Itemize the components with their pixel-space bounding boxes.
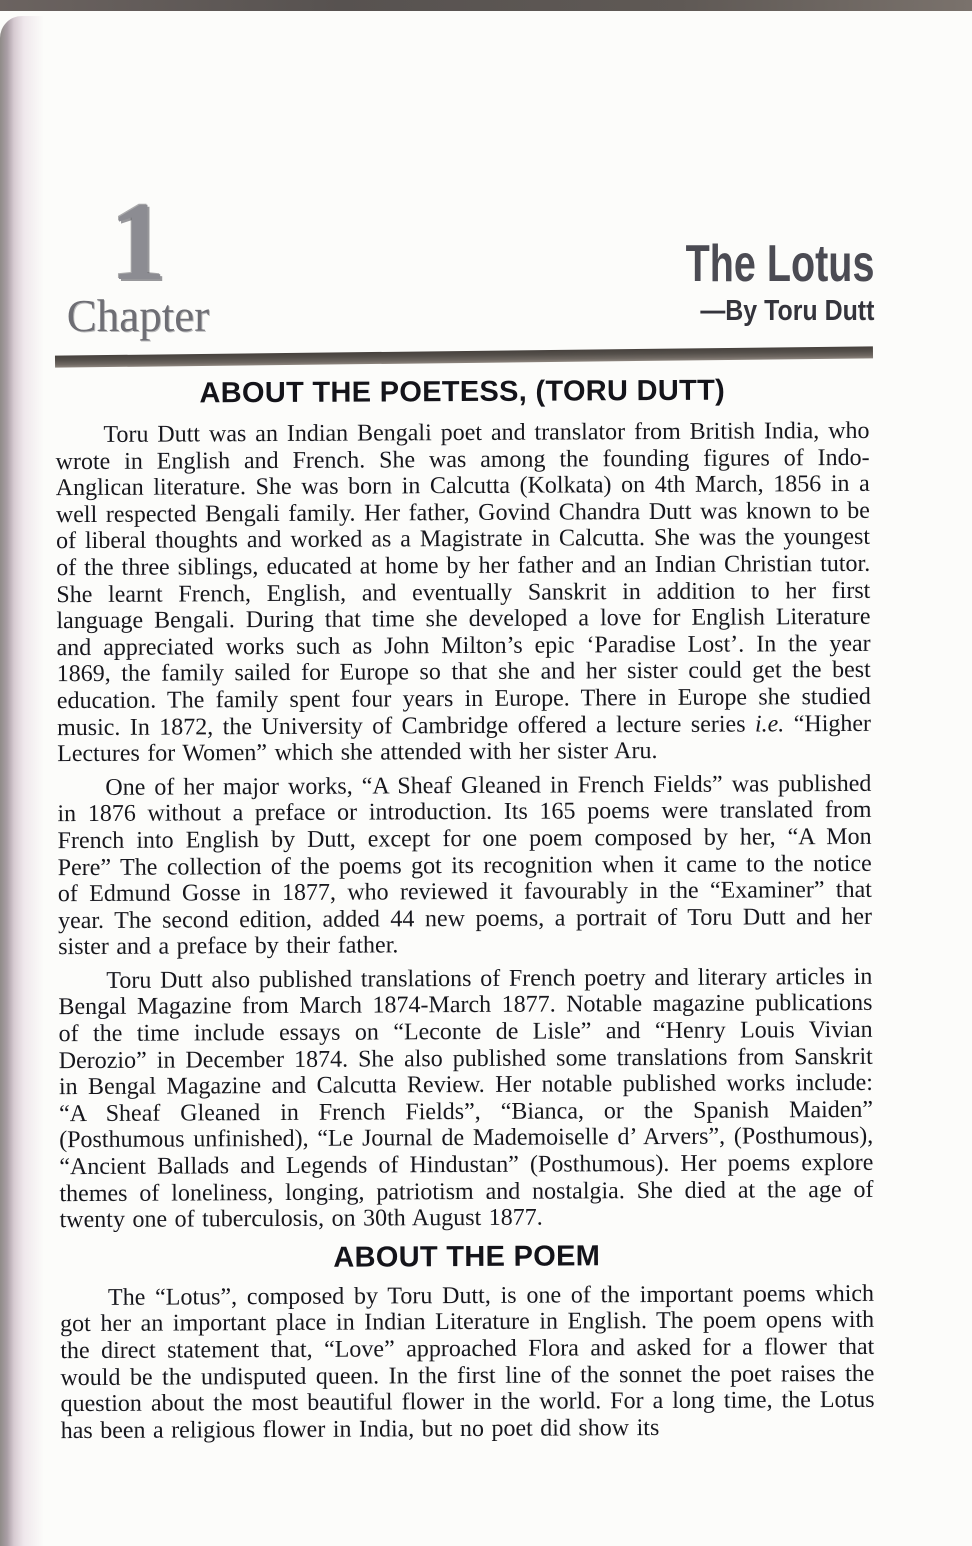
paragraph-poetess-1-text: Toru Dutt was an Indian Bengali poet and translator from British India, who wrote in English and French. She was among the founding figures of Indo-Anglican literature. She was born in Calcutta (Kolkata) on 4th March, 1856 in a well respected Bengali family. Her father, Govind Chandra Dutt was known to be of liberal thoughts and worked as a Magistrate in Calcutta. She was the youngest of the three siblings, educated at home by her father and an Indian Christian tutor. She learnt French, English, and eventually Sanskrit in addition to her first language Bengali. During that time she developed a love for English Literature and appreciated works such as John Milton’s epic ‘Paradise Lost’. In the year 1869, the family sailed for Europe so that she and her sister could get the best education. The family spent four years in Europe. There in Europe she studied music. In 1872, the University of Cambridge offered a lecture series [55, 417, 871, 741]
section-heading-about-poetess: ABOUT THE POETESS, (TORU DUTT) [199, 374, 726, 410]
page-body [55, 374, 875, 1452]
paragraph-poem-1: The “Lotus”, composed by Toru Dutt, is one of the important poems which got her an important place in Indian Literature in English. The poem opens with the direct statement that, “Love” approached Flora and asked for a flower that would be the undisputed queen. In the first line of the sonnet the poet raises the question about the most beautiful flower in the world. For a long time, the Lotus has been a religious flower in India, but no poet did show its [60, 1280, 875, 1444]
section-heading-about-poem: ABOUT THE POEM [333, 1240, 601, 1274]
scan-spine-shadow [0, 16, 44, 1546]
page-title: The Lotus [685, 235, 874, 293]
paragraph-poetess-2: One of her major works, “A Sheaf Gleaned in French Fields” was published in 1876 without a preface or introduction. Its 165 poems were translated from French into English by Dutt, except for one poem composed by her, “A Mon Pere” The collection of the poems got its recognition when it came to the notice of Edmund Gosse in 1877, who reviewed it favourably in the “Examiner” that year. The second edition, added 44 new poems, a portrait of Toru Dutt and her sister and a preface by their father. [57, 770, 873, 961]
paragraph-poetess-1 [55, 418, 871, 768]
scan-top-edge-band [0, 0, 972, 11]
title-block [626, 235, 874, 327]
paragraph-poetess-3: Toru Dutt also published translations of French poetry and literary articles in Bengal Magazine from March 1874-March 1877. Notable magazine publications of the time include essays on “Leconte de Lisle” and “Henry Louis Vivian Derozio” in December 1874. She also published some translations from Sanskrit in Bengal Magazine and Calcutta Review. Her notable published works include: “A Sheaf Gleaned in French Fields”, “Bianca, or the Spanish Maiden” (Posthumous unfinished), “Le Journal de Mademoiselle d’ Arvers”, (Posthumous), “Ancient Ballads and Legends of Hindustan” (Posthumous). Her poems explore themes of loneliness, longing, patriotism and nostalgia. She died at the age of twenty one of tuberculosis, on 30th August 1877. [58, 963, 874, 1234]
chapter-block [58, 180, 218, 341]
paragraph-poetess-1-text-end: “Higher Lectures for Women” which she attended with her sister Aru. [57, 710, 872, 768]
header-divider [55, 346, 873, 367]
byline: —By Toru Dutt [699, 295, 874, 327]
chapter-label: Chapter [66, 291, 210, 341]
chapter-number: 1 [110, 180, 166, 304]
paragraph-poetess-1-italic: i.e. [754, 710, 785, 738]
